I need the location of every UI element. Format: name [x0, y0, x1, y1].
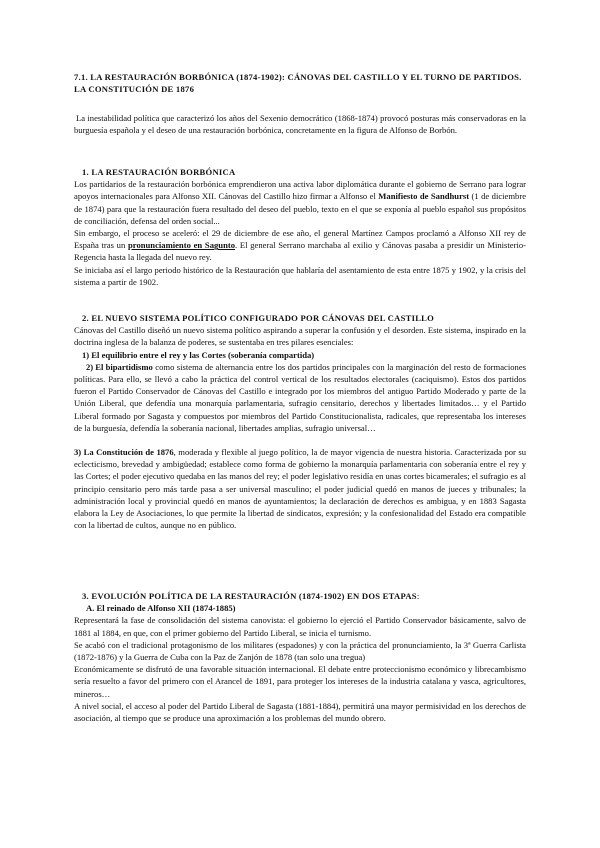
s1-p2-text-c: . El general Serrano marchaba al exilio y Cánovas pasaba a presidir un Ministerio- Regencia hasta la llegada del nuevo rey. [74, 240, 527, 263]
section-3-subheading: A. El reinado de Alfonso XII (1874-1885) [86, 603, 236, 614]
s1-p2-text-a: Sin embargo, el proceso se aceleró: el 29 de diciembre de ese año, el general Martínez Campos proclamó a Alfonso XII rey de España tras un [74, 228, 526, 251]
s1-p1-text-a: Los partidarios de la restauración borbónica emprendieron una activa labor diplomática durante el gobierno de Serrano para lograr apoyos internacionales para Alfonso XII. Cánovas del Castillo hizo firmar a Alfonso el [74, 179, 526, 202]
section-1-paragraph-2 [74, 227, 526, 264]
section-3-paragraph-3: Económicamente se disfrutó de una favorable situación internacional. El debate entre proteccionismo económico y librecambismo sería resuelto a favor del primero con el Arancel de 1891, para proteger los intereses de la industria catalana y vasca, agricultores, mineros… [74, 664, 526, 699]
section-3-heading [74, 590, 526, 602]
section-2-paragraph-1: Cánovas del Castillo diseñó un nuevo sistema político aspirando a superar la confusión y el desorden. Este sistema, inspirado en la doctrina inglesa de la balanza de poderes, se sustentaba en tres pilares esenciales: [74, 325, 526, 348]
pillar-2 [74, 361, 526, 434]
pillar-3-title: 3) La Constitución de 1876 [74, 447, 174, 458]
section-2 [74, 312, 526, 531]
section-3-paragraph-1: Representará la fase de consolidación del sistema canovista: el gobierno lo ejerció el Partido Conservador básicamente, salvo de 1881 al 1884, en que, con el primer gobierno del Partido Liberal, se inicia el turnismo. [74, 615, 526, 638]
section-2-heading: 2. EL NUEVO SISTEMA POLÍTICO CONFIGURADO POR CÁNOVAS DEL CASTILLO [82, 313, 435, 323]
s1-p1-text-c: (1 de diciembre de 1874) para que la restauración fuera resultado del deseo del pueblo, texto en el que se exponía al pueblo español sus propósitos de conciliación, defensa del orden social... [74, 191, 527, 226]
document-title: 7.1. LA RESTAURACIÓN BORBÓNICA (1874-1902): CÁNOVAS DEL CASTILLO Y EL TURNO DE PARTIDOS. LA CONSTITUCIÓN DE 1876 [74, 72, 522, 95]
section-3 [74, 590, 526, 724]
pillar-2-text: como sistema de alternancia entre los dos partidos principales con la marginación del resto de formaciones políticas. Para ello, se llevó a cabo la práctica del control vertical de los resultados electorales (caciquismo). Estos dos partidos fueron el Partido Conservador de Cánovas del Castillo e integrado por los miembros del antiguo Partido Moderado y parte de la Unión Liberal, que defendía una monarquía parlamentaria, sufragio censitario, derechos y libertades limitados… y el Partido Liberal formado por Sagasta y compuestos por miembros del Partido Constitucionalista, radicales, que representaba los intereses de la burguesía, defendía la soberanía nacional, libertades amplias, sufragio universal… [74, 361, 526, 433]
section-1-paragraph-1 [74, 178, 526, 227]
section-3-heading-colon: : [416, 591, 420, 601]
section-3-paragraph-4: A nivel social, el acceso al poder del Partido Liberal de Sagasta (1881-1884), permitirá una mayor permisividad en los derechos de asociación, al tiempo que se produce una aproximación a los problemas del mundo obrero. [74, 700, 526, 724]
manifiesto-sandhurst: Manifiesto de Sandhurst [378, 191, 470, 202]
intro-paragraph: La inestabilidad política que caracterizó los años del Sexenio democrático (1868-1874) provocó posturas más conservadoras en la burguesía española y el deseo de una restauración borbónica, concretamente en la figura de Alfonso de Borbón. [74, 113, 526, 136]
section-3-paragraph-2: Se acabó con el tradicional protagonismo de los militares (espadones) y con la práctica del pronunciamiento, la 3ª Guerra Carlista (1872-1876) y la Guerra de Cuba con la Paz de Zanjón de 1878 (tan solo una tregua) [74, 639, 526, 663]
pillar-2-title: 2) El bipartidismo [86, 361, 153, 372]
pillar-3-text: , moderada y flexible al juego político, la de mayor vigencia de nuestra historia. Caracterizada por su eclecticismo, brevedad y ambigüedad; establece como forma de gobierno la monarquía parlamentaria con soberanía entre el rey y las Cortes; el poder ejecutivo quedaba en las manos del rey; el poder legislativo residía en unas cortes bicamerales; el sufragio es al principio censitario pero más tarde pasa a ser universal masculino; el poder judicial quedó en manos de jueces y tribunales; la administración local y provincial quedó en manos de ayuntamientos; la declaración de derechos es ambigua, y en 1883 Sagasta elabora la Ley de Asociaciones, lo que permite la libertad de sindicatos, expresión; y la confesionalidad del Estado era compatible con la libertad de cultos, aunque no en público. [74, 447, 527, 531]
section-1 [74, 166, 526, 288]
section-1-paragraph-3: Se iniciaba así el largo periodo histórico de la Restauración que hablaría del asentamiento de esta entre 1875 y 1902, y la crisis del sistema a partir de 1902. [74, 264, 526, 287]
pillar-3 [74, 446, 526, 531]
section-3-heading-text: 3. EVOLUCIÓN POLÍTICA DE LA RESTAURACIÓN (1874-1902) EN DOS ETAPAS [82, 591, 417, 601]
section-1-heading: 1. LA RESTAURACIÓN BORBÓNICA [82, 167, 236, 177]
pillar-1: 1) El equilibrio entre el rey y las Cortes (soberanía compartida) [82, 349, 315, 360]
pronunciamiento-sagunto: pronunciamiento en Sagunto [128, 240, 236, 251]
